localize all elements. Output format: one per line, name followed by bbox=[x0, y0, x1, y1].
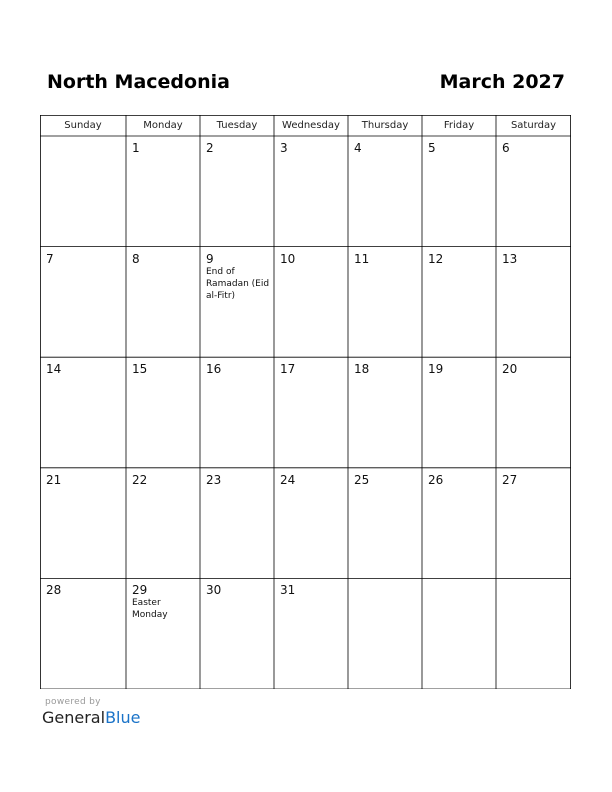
day-number: 24 bbox=[280, 472, 296, 487]
day-cell bbox=[40, 468, 126, 579]
weekday-header-friday: Friday bbox=[443, 120, 475, 131]
day-cell bbox=[274, 468, 348, 579]
day-number: 2 bbox=[206, 141, 214, 155]
powered-by-label: powered by bbox=[45, 697, 101, 707]
day-cell bbox=[200, 136, 274, 247]
weekday-header-wednesday: Wednesday bbox=[282, 120, 340, 131]
day-cell bbox=[496, 468, 571, 579]
day-cell bbox=[348, 578, 422, 689]
weekday-header-monday: Monday bbox=[143, 120, 183, 131]
day-cell bbox=[200, 247, 274, 358]
day-cell bbox=[126, 136, 200, 247]
day-number: 1 bbox=[132, 141, 140, 155]
day-number: 18 bbox=[354, 362, 370, 377]
day-number: 6 bbox=[502, 141, 510, 155]
day-cell bbox=[348, 468, 422, 579]
day-cell bbox=[422, 247, 496, 358]
weekday-header-tuesday: Tuesday bbox=[216, 120, 258, 131]
day-cell bbox=[496, 357, 571, 468]
day-cell bbox=[200, 357, 274, 468]
day-cell bbox=[126, 578, 200, 689]
day-cell bbox=[200, 468, 274, 579]
day-number: 3 bbox=[280, 141, 288, 155]
calendar-country-title: North Macedonia bbox=[47, 71, 230, 93]
calendar-grid bbox=[40, 115, 571, 689]
day-number: 11 bbox=[354, 251, 370, 266]
day-cell bbox=[422, 468, 496, 579]
brand-part-general: General bbox=[42, 708, 106, 727]
day-cell bbox=[274, 136, 348, 247]
day-cell bbox=[496, 578, 571, 689]
weekday-header-sunday: Sunday bbox=[64, 120, 102, 131]
day-number: 27 bbox=[502, 472, 518, 487]
day-cell bbox=[422, 578, 496, 689]
weekday-header-thursday: Thursday bbox=[361, 120, 409, 131]
weekday-header-saturday: Saturday bbox=[510, 120, 557, 131]
day-cell bbox=[40, 578, 126, 689]
day-number: 21 bbox=[46, 472, 62, 487]
day-cell bbox=[422, 136, 496, 247]
brand-part-blue: Blue bbox=[105, 708, 141, 727]
day-number: 14 bbox=[46, 362, 62, 377]
day-number: 19 bbox=[428, 362, 444, 377]
day-cell bbox=[496, 247, 571, 358]
day-number: 31 bbox=[280, 583, 296, 598]
day-number: 26 bbox=[428, 472, 444, 487]
day-cell bbox=[126, 247, 200, 358]
day-number: 16 bbox=[206, 362, 222, 377]
day-number: 22 bbox=[132, 472, 148, 487]
day-number: 12 bbox=[428, 251, 444, 266]
calendar-month-title: March 2027 bbox=[439, 71, 565, 93]
day-cell bbox=[40, 136, 126, 247]
holiday-label: Easter Monday bbox=[132, 598, 168, 621]
day-number: 15 bbox=[132, 362, 148, 377]
day-cell bbox=[348, 136, 422, 247]
day-number: 25 bbox=[354, 472, 370, 487]
day-cell bbox=[496, 136, 571, 247]
day-number: 20 bbox=[502, 362, 518, 377]
day-cell bbox=[348, 357, 422, 468]
day-cell bbox=[126, 468, 200, 579]
day-number: 5 bbox=[428, 141, 436, 155]
day-cell bbox=[40, 247, 126, 358]
day-cell bbox=[422, 357, 496, 468]
day-cell bbox=[348, 247, 422, 358]
day-cell bbox=[274, 578, 348, 689]
day-number: 23 bbox=[206, 472, 222, 487]
holiday-label: End of Ramadan (Eid al-Fitr) bbox=[206, 266, 270, 301]
day-number: 13 bbox=[502, 251, 518, 266]
day-number: 29 bbox=[132, 583, 148, 598]
day-number: 4 bbox=[354, 141, 362, 155]
day-number: 10 bbox=[280, 251, 296, 266]
day-number: 30 bbox=[206, 583, 222, 598]
day-number: 8 bbox=[132, 251, 140, 266]
generalblue-logo[interactable] bbox=[42, 708, 140, 727]
day-cell bbox=[126, 357, 200, 468]
day-number: 9 bbox=[206, 251, 214, 266]
day-cell bbox=[274, 247, 348, 358]
day-cell bbox=[274, 357, 348, 468]
day-cell bbox=[40, 357, 126, 468]
day-number: 17 bbox=[280, 362, 296, 377]
day-number: 28 bbox=[46, 583, 62, 598]
day-cell bbox=[200, 578, 274, 689]
day-number: 7 bbox=[46, 251, 54, 266]
